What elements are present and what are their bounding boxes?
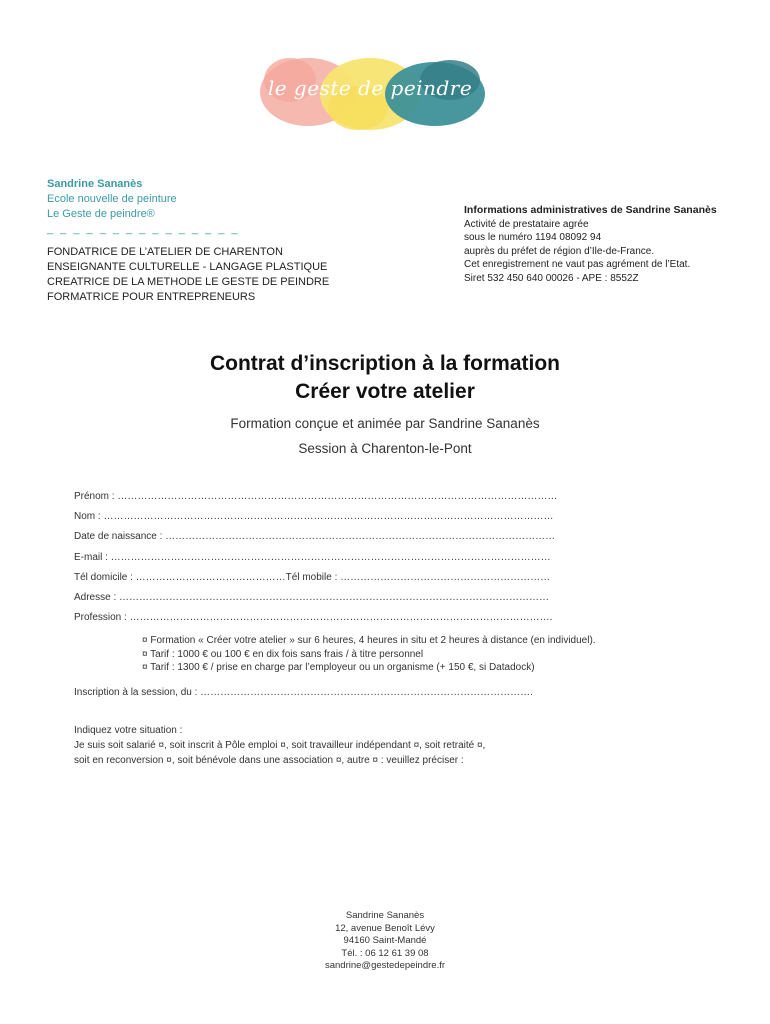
separator: _ _ _ _ _ _ _ _ _ _ _ _ _ _ _ [47,223,240,235]
admin-info [464,204,717,285]
footer-phone: Tél. : 06 12 61 39 08 [341,947,429,959]
admin-title: Informations administratives de Sandrine Sananès [464,204,717,216]
role-line: CREATRICE DE LA METHODE LE GESTE DE PEINDRE [47,276,330,288]
option-tarif-personnel[interactable]: ¤ Tarif : 1000 € ou 100 € en dix fois sans frais / à titre personnel [142,648,424,660]
option-formation[interactable]: ¤ Formation « Créer votre atelier » sur 6 heures, 4 heures in situ et 2 heures à distance (en individuel). [142,635,596,647]
field-prenom[interactable]: Prénom : …………………………………………………………………………………………………………………… [74,491,558,502]
situation-line[interactable]: soit en reconversion ¤, soit bénévole dans une association ¤, autre ¤ : veuillez préciser : [74,754,464,766]
admin-line: Siret 532 450 640 00026 - APE : 8552Z [464,272,639,284]
field-date-naissance[interactable]: Date de naissance : ……………………………………………………………………………………………………… [74,531,556,543]
author-roles [47,245,329,305]
field-adresse[interactable]: Adresse : ………………………………………………………………………………………………………………… [74,591,550,603]
logo-text: le geste de peindre [267,76,473,100]
admin-line: sous le numéro 1194 08092 94 [464,232,602,243]
field-profession[interactable]: Profession : ………………………………………………………………………………………………………………. [74,612,553,624]
author-brand: Le Geste de peindre® [47,208,155,220]
field-telephone[interactable]: Tél domicile : ………………………………………Tél mobile : ……………………………………………………… [74,571,551,583]
author-header [47,177,329,305]
situation-line[interactable]: Je suis soit salarié ¤, soit inscrit à Pôle emploi ¤, soit travailleur indépendant ¤, soit retraité ¤, [74,739,486,751]
admin-line: Activité de prestataire agrée [464,218,589,230]
footer-contact [0,910,770,973]
contract-subtitle: Formation conçue et animée par Sandrine Sananès [230,416,540,431]
field-inscription-session[interactable]: Inscription à la session, du : ………………………………………………………………………………………. [74,686,533,698]
role-line: ENSEIGNANTE CULTURELLE - LANGAGE PLASTIQUE [47,261,328,273]
author-school: Ecole nouvelle de peinture [47,193,177,205]
registration-form [74,491,596,768]
admin-line: auprès du préfet de région d’Ile-de-France. [464,245,655,257]
contract-title-line1: Contrat d’inscription à la formation [209,352,561,375]
contract-title-block [0,350,770,456]
footer-street: 12, avenue Benoît Lévy [335,922,435,934]
field-nom[interactable]: Nom : ……………………………………………………………………………………………………………………… [74,511,554,523]
author-name: Sandrine Sananès [47,178,143,190]
situation-title: Indiquez votre situation : [74,724,183,736]
footer-city: 94160 Saint-Mandé [343,935,427,946]
admin-line: Cet enregistrement ne vaut pas agrément de l’Etat. [464,259,691,270]
footer-email[interactable]: sandrine@gestedepeindre.fr [324,960,446,971]
situation-block [74,723,596,768]
footer-name: Sandrine Sananès [345,910,425,921]
role-line: FORMATRICE POUR ENTREPRENEURS [47,291,256,303]
field-email[interactable]: E-mail : …………………………………………………………………………………………………………………… [74,551,551,563]
logo [250,50,490,135]
option-tarif-employeur[interactable]: ¤ Tarif : 1300 € / prise en charge par l’employeur ou un organisme (+ 150 €, si Datadock) [142,662,535,674]
contract-session: Session à Charenton-le-Pont [298,441,472,456]
role-line: FONDATRICE DE L’ATELIER DE CHARENTON [47,246,283,258]
contract-title-line2: Créer votre atelier [295,380,475,403]
formation-options [142,634,596,675]
